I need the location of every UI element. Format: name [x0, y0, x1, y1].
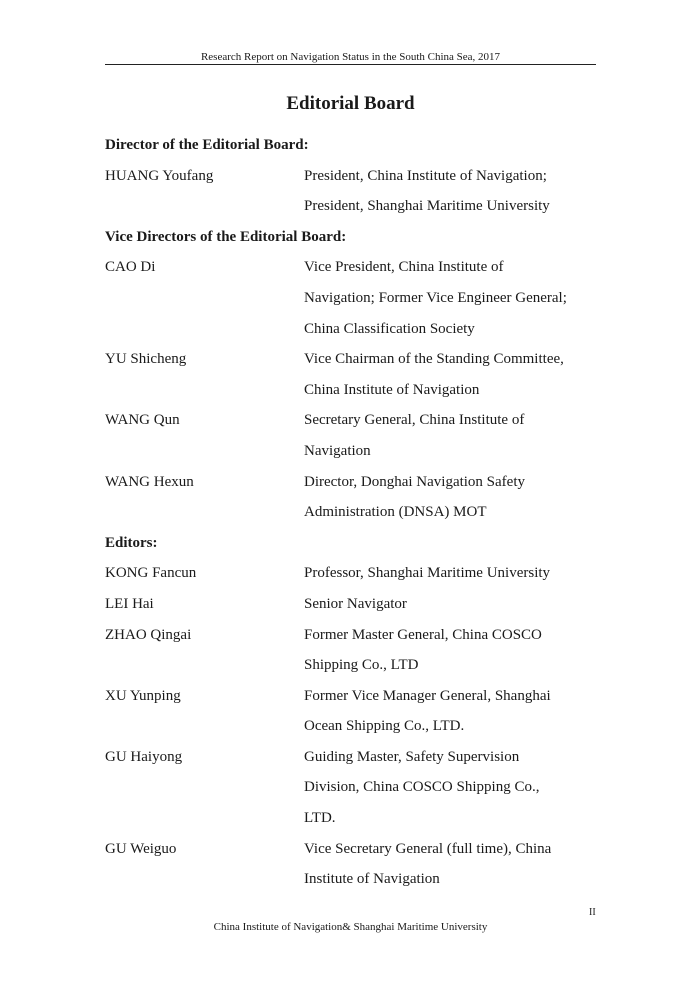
running-footer: China Institute of Navigation& Shanghai Maritime University [213, 921, 488, 933]
member-entry [105, 558, 596, 589]
member-name: GU Haiyong [105, 748, 183, 765]
member-entry [105, 742, 596, 834]
member-role: Vice Chairman of the Standing Committee, China Institute of Navigation [304, 351, 564, 398]
member-entry [105, 344, 596, 405]
member-entry [105, 620, 596, 681]
member-name: LEI Hai [105, 595, 154, 612]
member-name: YU Shicheng [105, 351, 187, 368]
member-role: Former Master General, China COSCO Shipping Co., LTD [304, 626, 542, 674]
member-role: Professor, Shanghai Maritime University [304, 565, 551, 582]
page-title: Editorial Board [286, 93, 415, 114]
member-role: President, China Institute of Navigation; President, Shanghai Maritime University [304, 167, 550, 215]
member-role: Director, Donghai Navigation Safety Administration (DNSA) MOT [304, 473, 526, 521]
member-role: Secretary General, China Institute of Navigation [304, 412, 525, 459]
member-role: Guiding Master, Safety Supervision Division, China COSCO Shipping Co., LTD. [304, 748, 540, 827]
member-entry [105, 589, 596, 620]
member-entry [105, 834, 596, 895]
member-entry [105, 405, 596, 466]
member-role: Senior Navigator [304, 595, 407, 612]
member-name: WANG Hexun [105, 473, 194, 490]
member-name: KONG Fancun [105, 565, 197, 582]
member-entry [105, 161, 596, 222]
section-heading-editors: Editors: [105, 534, 158, 551]
member-entry [105, 681, 596, 742]
member-entry [105, 252, 596, 344]
member-name: CAO Di [105, 259, 156, 276]
header-rule [105, 64, 596, 65]
member-role: Vice President, China Institute of Navigation; Former Vice Engineer General; China Classification Society [304, 259, 567, 337]
running-header: Research Report on Navigation Status in the South China Sea, 2017 [200, 51, 501, 63]
member-name: GU Weiguo [105, 840, 177, 857]
section-heading-director: Director of the Editorial Board: [105, 137, 309, 153]
member-role: Vice Secretary General (full time), China Institute of Navigation [304, 840, 552, 888]
section-heading-vice-directors: Vice Directors of the Editorial Board: [105, 228, 347, 245]
member-name: XU Yunping [105, 687, 181, 704]
member-entry [105, 467, 596, 528]
member-name: WANG Qun [105, 412, 180, 429]
member-name: ZHAO Qingai [105, 626, 192, 643]
editorial-board-list [105, 130, 596, 895]
member-name: HUANG Youfang [105, 167, 214, 184]
page-number: II [589, 907, 596, 918]
member-role: Former Vice Manager General, Shanghai Ocean Shipping Co., LTD. [304, 687, 551, 735]
